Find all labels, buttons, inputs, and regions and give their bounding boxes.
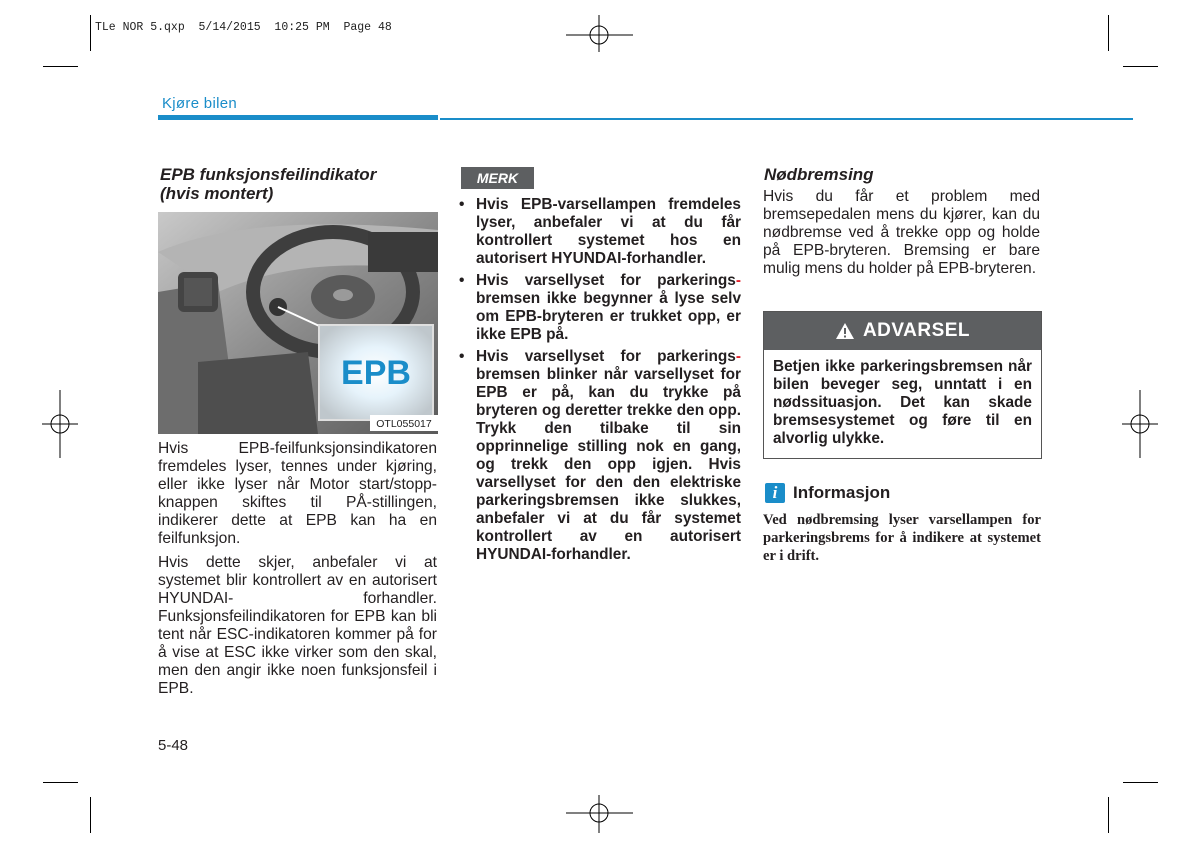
epb-heading-line2: (hvis montert) <box>160 184 274 203</box>
epb-description <box>158 440 437 704</box>
printer-slug: TLe NOR 5.qxp 5/14/2015 10:25 PM Page 48 <box>95 21 392 34</box>
info-title: Informasjon <box>793 483 891 502</box>
info-text: Ved nødbremsing lyser varsellampen for parkeringsbrems for å indikere at systemet er i drift. <box>763 512 1041 564</box>
list-item: • Hvis EPB-varsellampen fremdeles lyser, anbefaler vi at du får kontrollert systemet hos en autorisert HYUNDAI-forhandler. <box>459 196 741 267</box>
note-bullets <box>459 196 741 568</box>
hyphen-mark: - <box>735 272 741 289</box>
list-item: • Hvis varsellyset for parkerings-bremsen blinker når varsellyset for EPB er på, kan du trykke på bryteren og deretter trekke den opp. Trykk den tilbake til sin opprinnelige stilling nok en gang, og trekk den opp igjen. Hvis varsellyset for den den elektriske parkeringsbremsen ikke slukkes, anbefaler vi at du får systemet kontrollert av en autorisert HYUNDAI-forhandler. <box>459 348 741 563</box>
header-rule-light <box>440 118 1133 120</box>
epb-paragraph-1: Hvis EPB-feilfunksjonsindikatoren fremdeles lyser, tennes under kjøring, eller ikke lyser når Motor start/stopp-knappen skiftes til PÅ-stillingen, indikerer dette at EPB kan ha en feilfunksjon. <box>158 440 437 547</box>
header-rule-dark <box>158 115 438 120</box>
bullet-text-2b: bremsen ikke begynner å lyse selv om EPB-bryteren er trukket opp, er ikke EPB på. <box>476 290 741 343</box>
dashboard-photo <box>158 212 438 434</box>
epb-heading <box>160 165 440 203</box>
warning-box <box>763 311 1042 459</box>
bullet-text-1: Hvis EPB-varsellampen fremdeles lyser, anbefaler vi at du får kontrollert systemet hos en autorisert HYUNDAI-forhandler. <box>476 196 741 267</box>
emergency-braking-paragraph: Hvis du får et problem med bremsepedalen mens du kjører, kan du nødbremse ved å trekke opp og holde på EPB-bryteren. Bremsing er bare mulig mens du holder på EPB-bryteren. <box>763 188 1040 277</box>
page-number: 5-48 <box>158 737 189 754</box>
hyphen-mark: - <box>735 348 741 365</box>
epb-indicator-label: EPB <box>341 354 411 392</box>
warning-title: ADVARSEL <box>862 320 971 341</box>
section-title: Kjøre bilen <box>162 95 237 112</box>
emergency-braking-heading: Nødbremsing <box>764 165 874 184</box>
info-icon: i <box>765 483 785 503</box>
emergency-braking-text <box>763 188 1040 284</box>
dashboard-illustration <box>158 212 438 434</box>
epb-paragraph-2: Hvis dette skjer, anbefaler vi at systemet blir kontrollert av en autorisert HYUNDAI- forhandler. Funksjonsfeilindikatoren for EPB kan bli tent når ESC-indikatoren kommer på for å vise at ESC ikke virker som den skal, men den angir ikke noen funksjonsfeil i EPB. <box>158 554 437 697</box>
warning-text: Betjen ikke parkeringsbremsen når bilen beveger seg, unntatt i en nødssituasjon. Det kan skade bremsesystemet og føre til en alvorlig ulykke. <box>773 358 1032 447</box>
bullet-text-2a: Hvis varsellyset for parkerings <box>476 272 736 289</box>
photo-code: OTL055017 <box>376 418 432 430</box>
bullet-text-3b: bremsen blinker når varsellyset for EPB er på, kan du trykke på bryteren og deretter trekke den opp. Trykk den tilbake til sin opprinnelige stilling nok en gang, og trekk den opp igjen. Hvis varsellyset for den den elektriske parkeringsbremsen ikke slukkes, anbefaler vi at du får systemet kontrollert av en autorisert HYUNDAI-forhandler. <box>476 366 741 563</box>
epb-heading-line1: EPB funksjonsfeilindikator <box>160 165 377 184</box>
warning-header <box>764 312 1041 350</box>
info-heading <box>765 483 890 503</box>
merk-label: MERK <box>461 167 534 189</box>
list-item: • Hvis varsellyset for parkerings-bremsen ikke begynner å lyse selv om EPB-bryteren er trukket opp, er ikke EPB på. <box>459 272 741 343</box>
bullet-text-3a: Hvis varsellyset for parkerings <box>476 348 736 365</box>
warning-triangle-icon <box>835 322 855 340</box>
